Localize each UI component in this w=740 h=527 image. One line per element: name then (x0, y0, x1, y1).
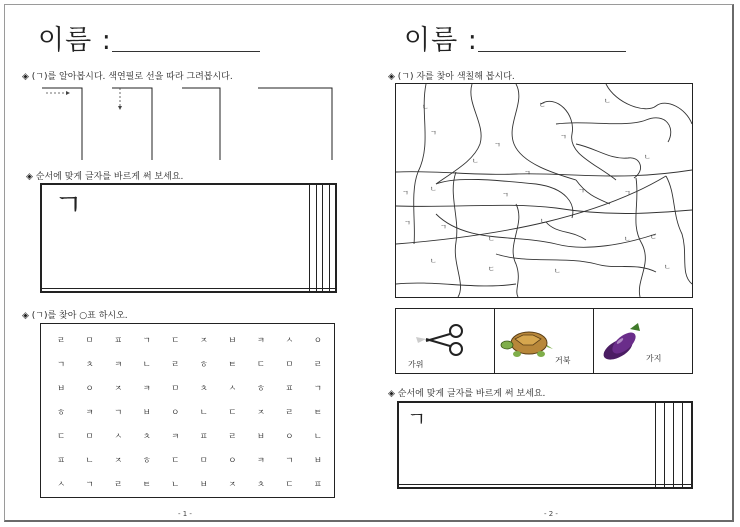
letter[interactable]: ㅁ (199, 456, 208, 466)
letter[interactable]: ㅈ (228, 480, 237, 490)
letter[interactable]: ㄷ (228, 408, 237, 418)
grid-cell[interactable] (673, 484, 682, 487)
letter[interactable]: ㅁ (171, 384, 180, 394)
eggplant-icon (598, 321, 646, 365)
section-trace-title: ◈ (ㄱ)를 알아봅시다. 색연필로 선을 따라 그려봅시다. (22, 72, 233, 82)
letter[interactable]: ㅋ (85, 408, 94, 418)
map-letter[interactable]: ㄱ (502, 191, 509, 199)
map-letter[interactable]: ㄴ (472, 157, 479, 165)
letter[interactable]: ㅅ (228, 384, 237, 394)
map-letter[interactable]: ㄱ (402, 189, 409, 197)
letter[interactable]: ㄷ (285, 480, 294, 490)
letter[interactable]: ㅂ (57, 384, 66, 394)
map-letter[interactable]: ㄴ (664, 263, 671, 271)
letter[interactable]: ㄱ (285, 456, 294, 466)
letter[interactable]: ㅈ (199, 336, 208, 346)
letter[interactable]: ㄱ (313, 384, 322, 394)
letter[interactable]: ㄱ (114, 408, 123, 418)
letter[interactable]: ㅁ (85, 432, 94, 442)
letter[interactable]: ㅎ (142, 456, 151, 466)
picture-cell-turtle[interactable] (495, 309, 594, 373)
letter[interactable]: ㄹ (57, 336, 66, 346)
map-letter[interactable]: ㄷ (488, 265, 495, 273)
map-letter[interactable]: ㄴ (624, 235, 631, 243)
letter[interactable]: ㅂ (142, 408, 151, 418)
letter[interactable]: ㄹ (228, 432, 237, 442)
picture-cell-eggplant[interactable] (594, 309, 692, 373)
page-number: - 1 - (178, 510, 192, 518)
letter[interactable]: ㅋ (171, 432, 180, 442)
letter-row (41, 430, 334, 442)
letter[interactable]: ㅎ (57, 408, 66, 418)
letter[interactable]: ㅎ (199, 360, 208, 370)
grid-cell[interactable] (682, 484, 691, 487)
scissors-icon (412, 319, 472, 359)
letter[interactable]: ㅂ (313, 456, 322, 466)
letter[interactable]: ㅈ (256, 408, 265, 418)
turtle-icon (499, 327, 559, 363)
letter[interactable]: ㄱ (57, 360, 66, 370)
section-color-title: ◈ (ㄱ) 자를 찾아 색칠해 봅시다. (388, 72, 515, 82)
letter[interactable]: ㅇ (313, 336, 322, 346)
letter[interactable]: ㅍ (313, 480, 322, 490)
grid-cell[interactable] (682, 403, 691, 485)
writing-grid[interactable] (397, 401, 693, 489)
letter[interactable]: ㄷ (57, 432, 66, 442)
grid-cell[interactable] (664, 484, 673, 487)
letter[interactable]: ㅌ (313, 408, 322, 418)
letter[interactable]: ㄴ (85, 456, 94, 466)
grid-cell[interactable] (673, 403, 682, 485)
letter[interactable]: ㄹ (313, 360, 322, 370)
letter[interactable]: ㅍ (199, 432, 208, 442)
picture-cell-scissors[interactable] (396, 309, 495, 373)
map-letter[interactable]: ㄱ (578, 187, 585, 195)
map-letter[interactable]: ㄱ (430, 129, 437, 137)
letter[interactable]: ㄷ (256, 360, 265, 370)
letter[interactable]: ㅂ (228, 336, 237, 346)
coloring-map-lines (396, 84, 692, 297)
name-underline (478, 51, 626, 52)
letter[interactable]: ㅇ (228, 456, 237, 466)
letter[interactable]: ㄴ (313, 432, 322, 442)
map-letter[interactable]: ㄱ (524, 169, 531, 177)
map-letter[interactable]: ㄷ (539, 101, 546, 109)
map-letter[interactable]: ㄴ (430, 185, 437, 193)
trace-line-2 (112, 88, 152, 160)
grid-cell[interactable] (42, 289, 310, 292)
grid-cell[interactable] (664, 403, 673, 485)
map-letter[interactable]: ㄴ (604, 97, 611, 105)
letter[interactable]: ㅊ (256, 480, 265, 490)
letter-row (41, 478, 334, 490)
letter[interactable]: ㅊ (199, 384, 208, 394)
page-number: - 2 - (544, 510, 558, 518)
letter[interactable]: ㄷ (171, 456, 180, 466)
letter[interactable]: ㅂ (256, 432, 265, 442)
letter[interactable]: ㄴ (199, 408, 208, 418)
letter[interactable]: ㅅ (285, 336, 294, 346)
trace-line-3 (182, 88, 220, 160)
letter-row (41, 406, 334, 418)
grid-cell[interactable] (399, 484, 656, 487)
letter[interactable]: ㅇ (85, 384, 94, 394)
letter-row (41, 382, 334, 394)
letter[interactable]: ㅋ (142, 384, 151, 394)
letter[interactable]: ㅊ (85, 360, 94, 370)
map-letter[interactable]: ㄱ (560, 133, 567, 141)
letter[interactable]: ㅂ (199, 480, 208, 490)
section-write-title: ◈ 순서에 맞게 글자를 바르게 써 보세요. (388, 389, 546, 399)
letter-search-box (40, 323, 335, 498)
picture-label: 가위 (408, 360, 424, 369)
map-letter[interactable]: ㄱ (494, 141, 501, 149)
trace-line-1 (42, 88, 82, 160)
letter[interactable]: ㄷ (171, 336, 180, 346)
grid-sample-letter: ㄱ (399, 403, 656, 485)
letter[interactable]: ㅍ (57, 456, 66, 466)
letter[interactable]: ㄴ (142, 360, 151, 370)
map-letter[interactable]: ㄱ (404, 219, 411, 227)
name-underline (112, 51, 260, 52)
letter[interactable]: ㅊ (142, 432, 151, 442)
letter[interactable]: ㅋ (256, 336, 265, 346)
grid-sample-letter: ㄱ (42, 185, 310, 289)
letter[interactable]: ㅁ (85, 336, 94, 346)
letter[interactable]: ㅌ (228, 360, 237, 370)
letter-row (41, 334, 334, 346)
grid-cell[interactable] (655, 403, 664, 485)
map-letter[interactable]: ㄴ (430, 257, 437, 265)
map-letter[interactable]: ㄴ (554, 267, 561, 275)
letter[interactable]: ㅇ (171, 408, 180, 418)
picture-label: 가지 (646, 354, 662, 363)
letter[interactable]: ㅈ (114, 456, 123, 466)
letter-row (41, 358, 334, 370)
name-label: 이름 : (38, 25, 112, 56)
letter[interactable]: ㅁ (285, 360, 294, 370)
map-letter[interactable]: ㄱ (624, 189, 631, 197)
coloring-map[interactable] (395, 83, 693, 298)
writing-grid[interactable] (40, 183, 337, 293)
letter[interactable]: ㄹ (171, 360, 180, 370)
letter[interactable]: ㅈ (114, 384, 123, 394)
letter[interactable]: ㅅ (114, 432, 123, 442)
letter[interactable]: ㅍ (114, 336, 123, 346)
picture-box (395, 308, 693, 374)
map-letter[interactable]: ㄷ (650, 233, 657, 241)
map-letter[interactable]: ㄴ (422, 103, 429, 111)
picture-label: 거북 (555, 356, 571, 365)
section-write-title: ◈ 순서에 맞게 글자를 바르게 써 보세요. (26, 172, 184, 182)
section-find-title: ◈ (ㄱ)를 찾아 ○표 하시오. (22, 311, 128, 321)
letter[interactable]: ㅌ (142, 480, 151, 490)
grid-cell[interactable] (329, 289, 335, 292)
letter[interactable]: ㅋ (114, 360, 123, 370)
grid-cell[interactable] (329, 185, 335, 289)
letter[interactable]: ㄹ (285, 408, 294, 418)
letter[interactable]: ㄹ (114, 480, 123, 490)
letter[interactable]: ㅋ (256, 456, 265, 466)
letter[interactable]: ㄴ (171, 480, 180, 490)
grid-cell[interactable] (655, 484, 664, 487)
letter[interactable]: ㅍ (285, 384, 294, 394)
map-letter[interactable]: ㄴ (540, 217, 547, 225)
map-letter[interactable]: ㄱ (440, 223, 447, 231)
map-letter[interactable]: ㄴ (644, 153, 651, 161)
letter-row (41, 454, 334, 466)
name-label: 이름 : (404, 25, 478, 56)
trace-line-4 (258, 88, 332, 160)
letter[interactable]: ㄱ (142, 336, 151, 346)
letter[interactable]: ㄱ (85, 480, 94, 490)
tracing-lines[interactable] (40, 82, 335, 162)
letter[interactable]: ㅎ (256, 384, 265, 394)
letter[interactable]: ㅇ (285, 432, 294, 442)
map-letter[interactable]: ㄴ (488, 235, 495, 243)
letter[interactable]: ㅅ (57, 480, 66, 490)
